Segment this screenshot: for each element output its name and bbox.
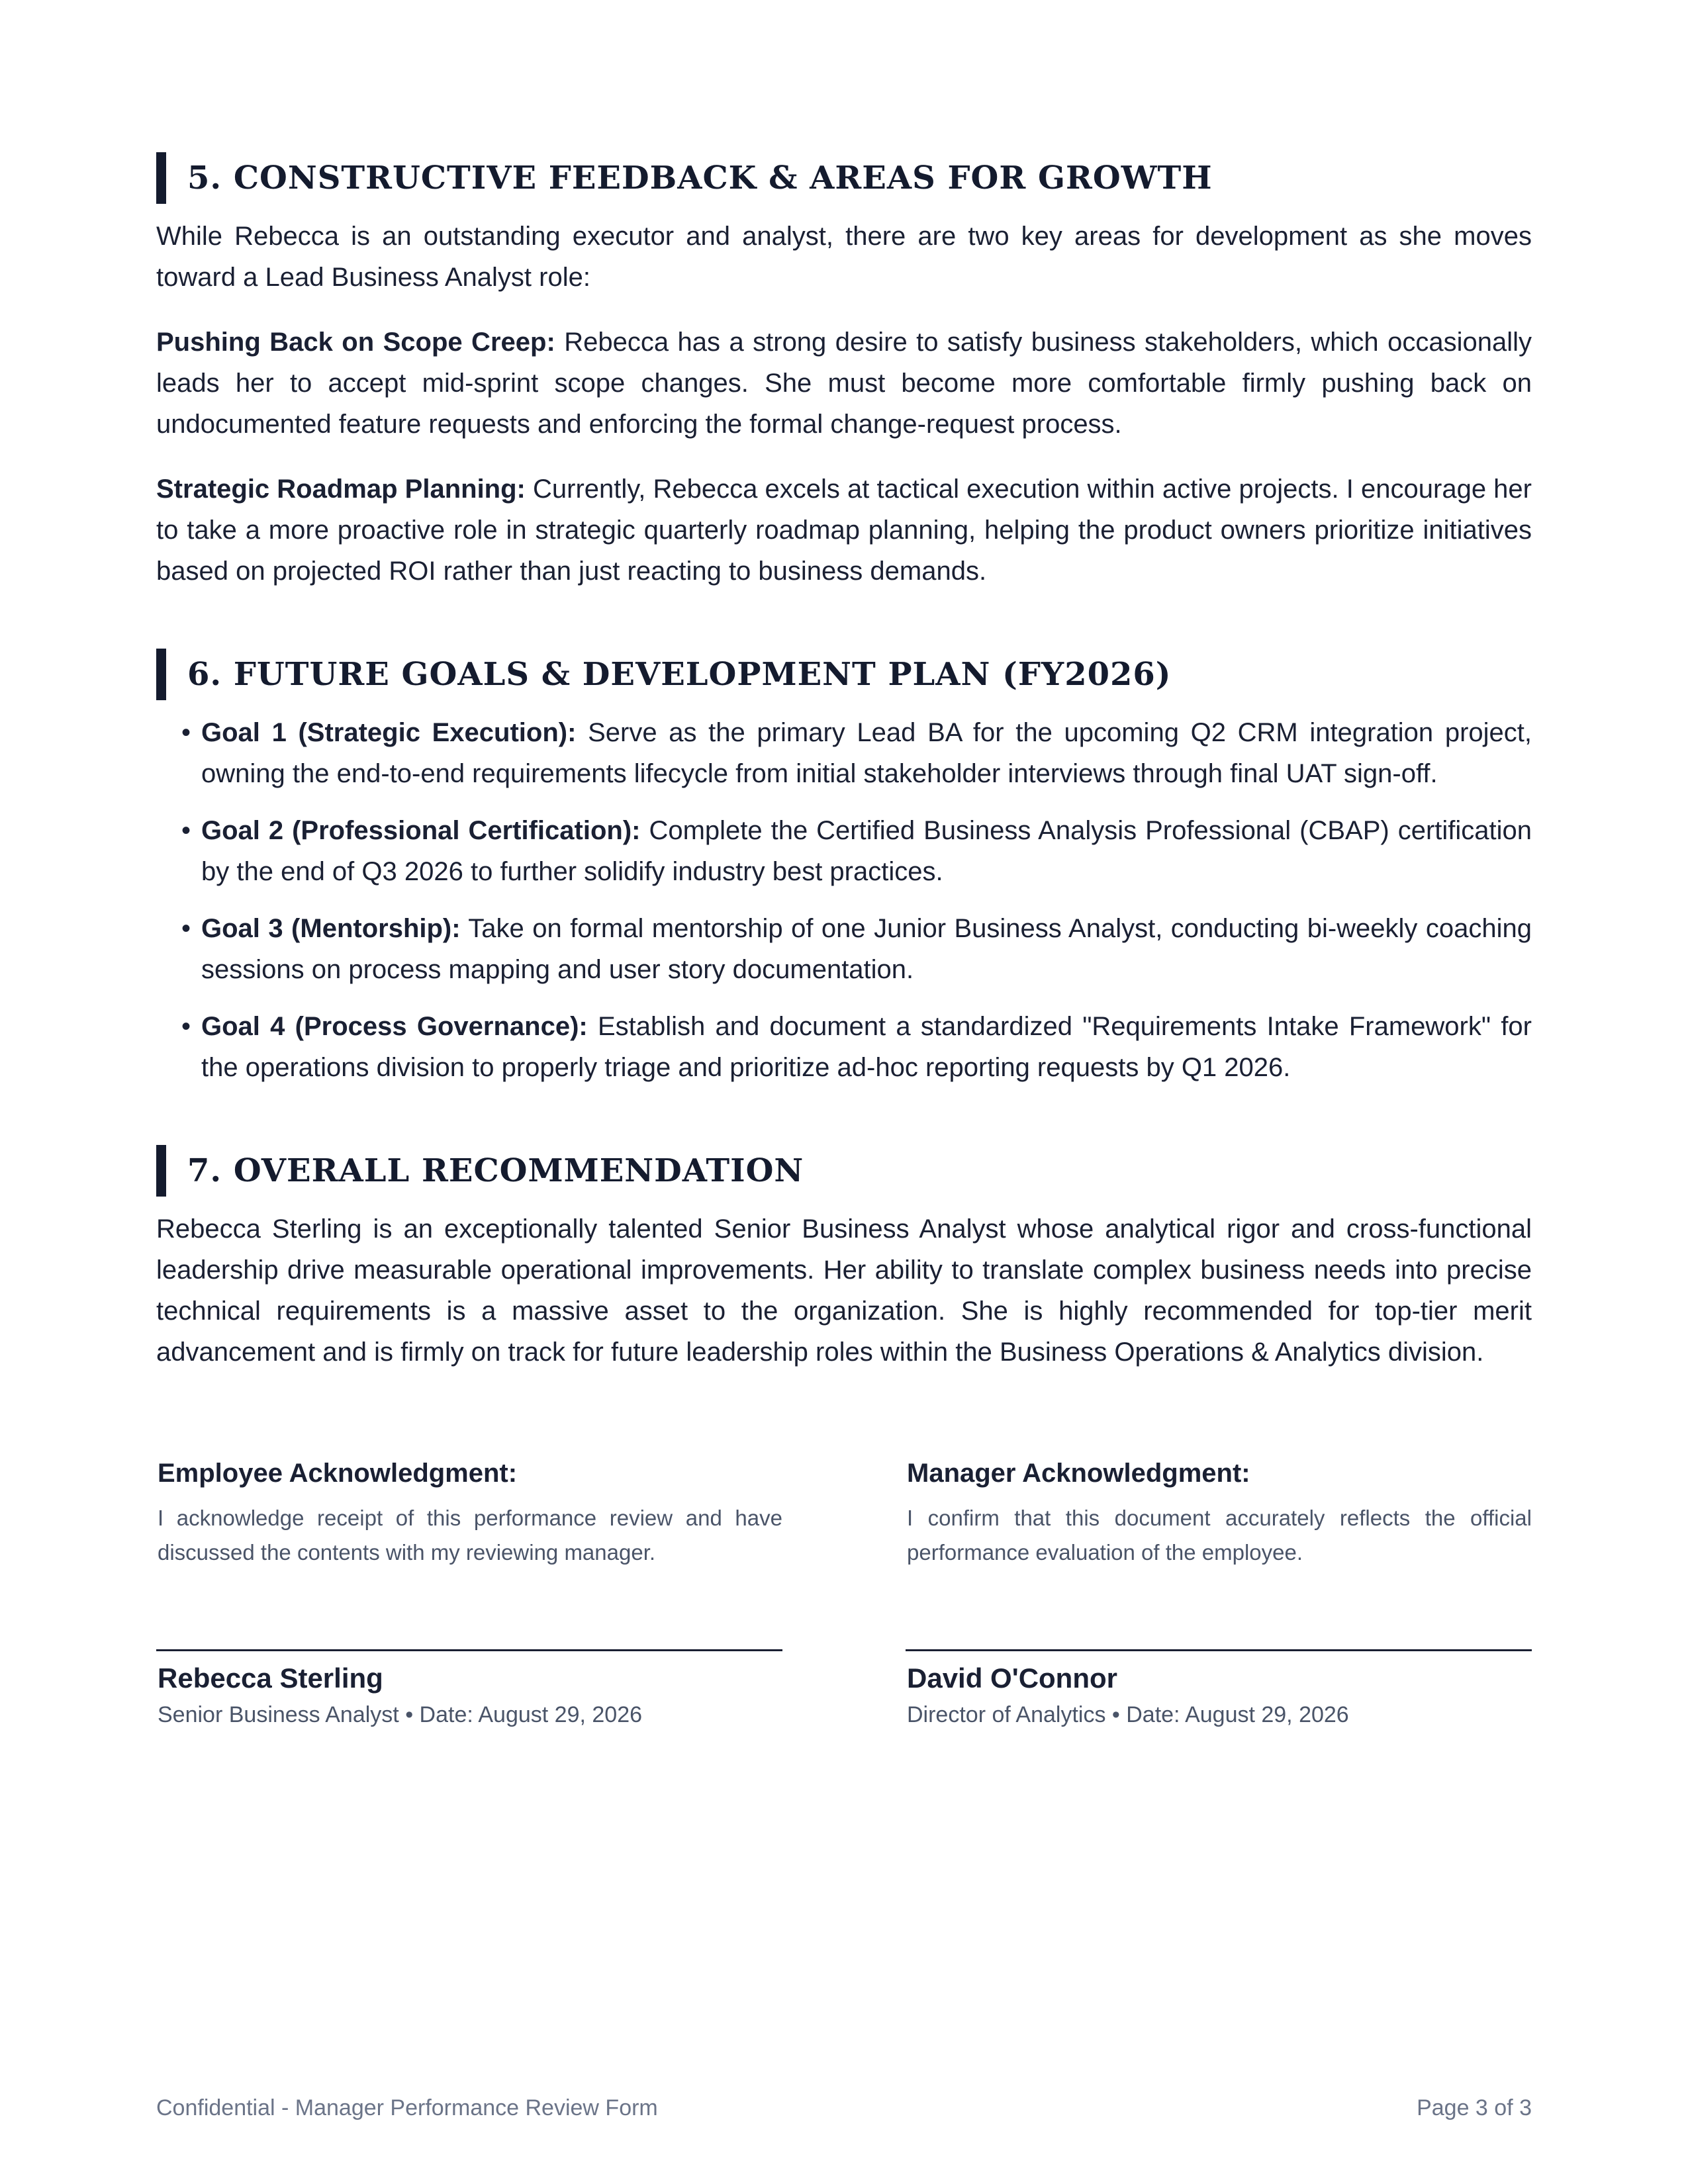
section-7-heading [156,1145,1532,1197]
feedback-point-label: Pushing Back on Scope Creep: [156,328,555,357]
employee-signature-block [156,1457,782,1729]
bullet: • [181,718,191,747]
goal-item [156,908,1532,990]
section-6-heading [156,649,1532,700]
section-6-title: 6. FUTURE GOALS & DEVELOPMENT PLAN (FY2026) [187,656,1172,693]
footer-confidential-label: Confidential - Manager Performance Review Form [156,2095,658,2120]
manager-ack-text: I confirm that this document accurately reflects the official performance evaluation of the employee. [907,1506,1532,1565]
page-footer [156,2094,1532,2122]
heading-accent-bar [156,649,166,700]
goal-text: Serve as the primary Lead BA for the upcoming Q2 CRM integration project, owning the end-to-end requirements lifecycle from initial stakeholder interviews through final UAT sign-off. [201,718,1532,788]
goal-label: Goal 1 (Strategic Execution): [201,718,577,747]
manager-name: David O'Connor [907,1662,1117,1694]
recommendation-text: Rebecca Sterling is an exceptionally talented Senior Business Analyst whose analytical rigor and cross-functional leadership drive measurable operational improvements. Her ability to translate complex business needs into precise technical requirements is a massive asset to the organization. She is highly recommended for top-tier merit advancement and is firmly on track for future leadership roles within the Business Operations & Analytics division. [156,1214,1532,1367]
employee-name: Rebecca Sterling [158,1662,383,1694]
section-5-title: 5. CONSTRUCTIVE FEEDBACK & AREAS FOR GROWTH [187,159,1213,197]
goal-label: Goal 3 (Mentorship): [201,914,461,943]
goal-item [156,712,1532,794]
section-5-heading [156,152,1532,204]
page-number: Page 3 of 3 [1417,2095,1532,2120]
heading-accent-bar [156,152,166,204]
goal-text: Establish and document a standardized "Requirements Intake Framework" for the operations division to properly triage and prioritize ad-hoc reporting requests by Q1 2026. [201,1012,1532,1082]
employee-role-date: Senior Business Analyst • Date: August 29, 2026 [158,1702,643,1727]
goals-list [156,712,1532,1088]
document-page [156,152,1532,1729]
goal-text: Take on formal mentorship of one Junior Business Analyst, conducting bi-weekly coaching sessions on process mapping and user story documentation. [201,914,1532,984]
feedback-point-text: Rebecca has a strong desire to satisfy business stakeholders, which occasionally leads her to accept mid-sprint scope changes. She must become more comfortable firmly pushing back on undocumented feature requests and enforcing the formal change-request process. [156,328,1532,439]
feedback-point-roadmap [156,469,1532,592]
feedback-point-text: Currently, Rebecca excels at tactical execution within active projects. I encourage her to take a more proactive role in strategic quarterly roadmap planning, helping the product owners prioritize initiatives based on projected ROI rather than just reacting to business demands. [156,475,1532,586]
goal-item [156,1006,1532,1088]
feedback-point-label: Strategic Roadmap Planning: [156,475,526,504]
employee-ack-text: I acknowledge receipt of this performance review and have discussed the contents with my reviewing manager. [158,1506,782,1565]
feedback-point-scope-creep [156,322,1532,445]
manager-role-date: Director of Analytics • Date: August 29, 2026 [907,1702,1349,1727]
bullet: • [181,1012,191,1041]
manager-signature-block [906,1457,1532,1729]
bullet: • [181,816,191,845]
employee-signature-line [156,1649,782,1651]
goal-item [156,810,1532,892]
section-7-title: 7. OVERALL RECOMMENDATION [187,1152,804,1189]
bullet: • [181,914,191,943]
signature-area [156,1457,1532,1729]
manager-ack-title: Manager Acknowledgment: [907,1459,1250,1488]
employee-ack-title: Employee Acknowledgment: [158,1459,518,1488]
manager-signature-line [906,1649,1532,1651]
section-5-intro: While Rebecca is an outstanding executor and analyst, there are two key areas for development as she moves toward a Lead Business Analyst role: [156,222,1532,292]
goal-text: Complete the Certified Business Analysis Professional (CBAP) certification by the end of Q3 2026 to further solidify industry best practices. [201,816,1532,886]
goal-label: Goal 4 (Process Governance): [201,1012,588,1041]
heading-accent-bar [156,1145,166,1197]
goal-label: Goal 2 (Professional Certification): [201,816,641,845]
